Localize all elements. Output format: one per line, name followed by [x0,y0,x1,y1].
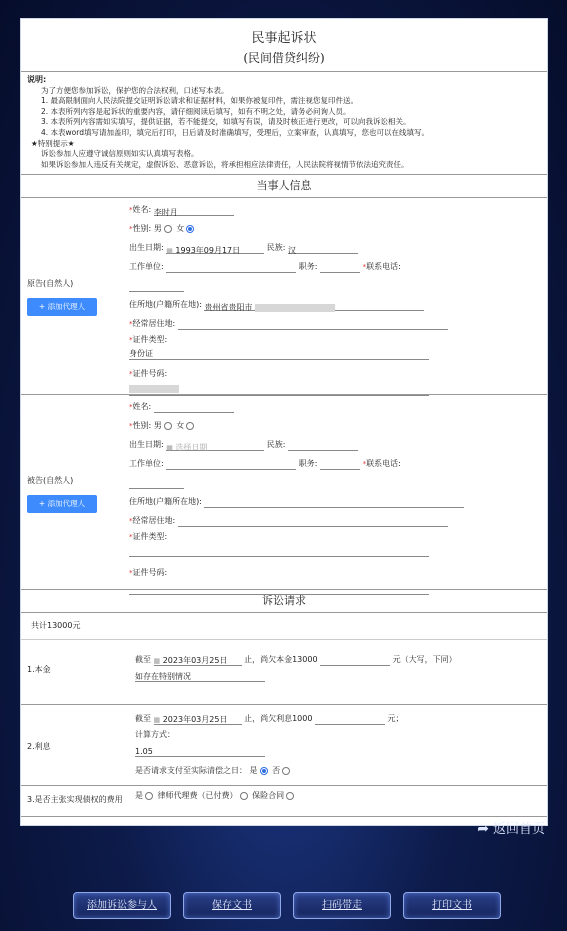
field-label: 经常居住地: [132,516,176,526]
field-label: 姓名: [132,205,152,215]
field-label: 计算方式： [135,730,175,740]
field-label: 工作单位: [129,459,164,469]
field-value: 身份证 [129,349,153,359]
female-radio[interactable] [186,422,194,430]
redacted-text [255,304,335,312]
female-radio[interactable] [186,225,194,233]
defendant-idno-row: *证件号码: [129,568,168,578]
defendant-idno-input[interactable] [129,582,429,595]
defendant-birth-row [129,435,539,454]
field-label: 证件号码: [132,568,168,578]
claim-fees [21,786,547,817]
field-value: 贵州省贵阳市 [204,303,253,313]
defendant-address-input[interactable] [204,495,464,508]
defendant-duty-input[interactable] [320,457,360,470]
defendant-name-input[interactable] [154,400,234,413]
field-label: 住所地(户籍所在地): [129,497,202,507]
instruction-line: 为了方便您参加诉讼，保护您的合法权利，口述写本表。 [41,85,229,95]
calendar-icon: ▦ [166,247,173,256]
female-label: 女 [176,224,185,234]
redacted-text [129,385,179,393]
claim-interest [21,705,547,786]
plaintiff-work-row: 工作单位: 职务: *联系电话: [129,262,401,272]
add-party-button[interactable]: 添加诉讼参与人 [73,892,171,919]
interest-calc-row [135,727,539,743]
text: 止，尚欠本金13000 [244,655,318,665]
principal-date-input[interactable] [154,653,242,666]
field-value: 2023年03月25日 [162,656,228,666]
field-value: 李时月 [153,208,178,218]
party-section-title: 当事人信息 [21,175,547,198]
instruction-line: 1. 最高限制面向人民法院提交证明诉讼请求和证据材料，如果你被复印件，需注视您复印件送。 [41,96,359,106]
calendar-icon: ▦ [153,657,161,666]
text: 止，尚欠利息1000 [244,714,313,724]
field-label: 职务: [298,459,318,469]
plaintiff-address-input[interactable] [204,298,424,311]
claim-label: 1.本金 [27,665,51,675]
defendant-gender-row: *性别: 男 女 [129,416,539,435]
defendant-contact-input[interactable] [129,476,184,489]
calendar-icon: ▦ [166,444,173,453]
plaintiff-work-input[interactable] [166,260,296,273]
defendant-name-row: *姓名: [129,397,539,416]
interest-amount-input[interactable] [315,712,385,725]
back-home-link[interactable] [477,818,545,837]
field-value: 2023年03月25日 [162,715,228,725]
plaintiff-add-agent-button[interactable]: + 添加代理人 [27,298,97,316]
doc-title: 民事起诉状 [251,31,317,46]
defendant-birth-input[interactable] [166,438,264,451]
interest-date-input[interactable] [154,712,242,725]
save-document-button[interactable]: 保存文书 [183,892,281,919]
field-label: 联系电话: [366,459,401,469]
plaintiff-idtype-row: *证件类型: [129,335,168,345]
plaintiff-residence-input[interactable] [178,317,448,330]
plaintiff-work-row-2 [129,276,539,295]
plaintiff-idno-value-row [129,383,539,395]
instructions-head: 说明: [27,75,47,84]
field-label: 民族: [266,243,286,253]
claim-label: 2.利息 [27,742,51,752]
claims-section-title: 诉讼请求 [21,590,547,613]
instructions [21,72,547,175]
field-label: 联系电话: [366,262,401,272]
option-radio[interactable] [240,792,248,800]
print-document-button[interactable]: 打印文书 [403,892,501,919]
interest-question-row [135,763,539,779]
plaintiff-birth-input[interactable] [166,241,264,254]
option-radio[interactable] [286,792,294,800]
fees-row [135,788,539,804]
principal-note-input[interactable] [135,669,265,682]
instruction-line: 诉讼参加人应遵守诚信原则如实认真填写表格。 [41,149,199,159]
field-label: 出生日期: [129,440,164,450]
no-label: 否 [272,766,281,776]
plaintiff-address-row [129,295,539,314]
yes-radio[interactable] [260,767,268,775]
share-arrow-icon: ➦ [477,821,489,837]
yes-label: 是 [135,791,143,801]
field-placeholder: 选择日期 [175,443,208,453]
yes-radio[interactable] [145,792,153,800]
plaintiff-gender-row: *性别: 男 女 [129,219,539,238]
complaint-form [20,18,548,826]
text: 截至 [135,655,151,665]
field-label: 职务: [298,262,318,272]
plaintiff-ethnic-input[interactable] [288,241,358,254]
instruction-line: 4. 本表word填写请加盖印，填完后打印，日后请及时准确填写，受理后，立案审查，认真填写，您也可以在线填写。 [41,127,429,137]
instruction-line: ★特别提示★ [31,138,75,148]
plaintiff-label: 原告(自然人) [27,279,74,289]
field-label: 出生日期: [129,243,164,253]
calendar-icon: ▦ [153,716,161,725]
no-radio[interactable] [282,767,290,775]
plaintiff-block [21,198,547,395]
field-value: 如存在特别情况 [135,672,191,682]
defendant-residence-row: *经常居住地: [129,511,539,530]
yes-label: 是 [249,766,258,776]
scan-qr-button[interactable]: 扫码带走 [293,892,391,919]
claims-summary: 共计13000元 [21,613,547,640]
defendant-work-input[interactable] [166,457,296,470]
defendant-idtype-row: *证件类型: [129,532,168,542]
plaintiff-idtype-select[interactable] [129,347,429,360]
defendant-work-row: 工作单位: 职务: *联系电话: [129,459,401,469]
text: 元； [387,714,404,724]
male-radio[interactable] [164,225,172,233]
doc-subtitle: (民间借贷纠纷) [21,49,547,72]
defendant-ethnic-input[interactable] [288,438,358,451]
male-label: 男 [153,421,162,431]
field-value: 1.05 [135,747,153,757]
plaintiff-contact-input[interactable] [129,279,184,292]
option-label: 保险合同 [252,791,285,801]
field-label: 经常居住地: [132,319,176,329]
text: 元（大写，下同） [392,655,457,665]
field-label: 证件号码: [132,369,168,379]
interest-calc-value-row [135,743,539,759]
text: 截至 [135,714,151,724]
claim-principal [21,640,547,705]
instruction-line: 如果诉讼参加人违反有关规定，虚假诉讼、恶意诉讼，将承担相应法律责任，人民法院将视情节依法追究责任。 [41,159,409,169]
instruction-line: 2. 本表所列内容是起诉状的重要内容，请仔细阅读后填写，如有不明之处，请务必问询人员。 [41,106,351,116]
plaintiff-idno-row: *证件号码: [129,369,168,379]
plaintiff-idtype-value-row [129,347,539,361]
female-label: 女 [176,421,185,431]
principal-amount-input[interactable] [320,653,390,666]
defendant-label: 被告(自然人) [27,476,74,486]
male-label: 男 [153,224,162,234]
plaintiff-name-input[interactable] [154,203,234,216]
field-label: 民族: [266,440,286,450]
defendant-work-row-2 [129,473,539,492]
field-label: 姓名: [132,402,152,412]
plaintiff-residence-row: *经常居住地: [129,314,539,333]
field-label: 是否请求支付至实际清偿之日： [135,766,247,776]
interest-row [135,711,539,727]
field-value: 汉 [288,246,297,256]
option-label: 律师代理费（已付费） [157,791,238,801]
field-value: 1993年09月17日 [175,246,241,256]
field-label: 住所地(户籍所在地): [129,300,202,310]
principal-row [135,652,539,668]
field-label: 证件类型: [132,532,168,542]
back-home-label: 返回首页 [492,822,545,837]
field-label: 性别: [132,421,152,431]
plaintiff-birth-row [129,238,539,257]
plaintiff-name-row: *姓名: 李时月 [129,200,539,219]
defendant-residence-input[interactable] [178,514,448,527]
field-label: 工作单位: [129,262,164,272]
field-label: 证件类型: [132,335,168,345]
claim-label: 3.是否主张实现债权的费用 [27,795,123,805]
male-radio[interactable] [164,422,172,430]
plaintiff-duty-input[interactable] [320,260,360,273]
defendant-idno-value-row [129,582,539,594]
principal-note-row [135,668,539,684]
instruction-line: 3. 本表所列内容需如实填写，提供证据，若不能提交，如填写有误，请及时核正进行更改，可以向我诉讼相关。 [41,117,411,127]
defendant-idtype-select[interactable] [129,544,429,557]
defendant-block [21,395,547,590]
defendant-add-agent-button[interactable]: + 添加代理人 [27,495,97,513]
field-label: 性别: [132,224,152,234]
defendant-idtype-value-row [129,544,539,558]
defendant-address-row [129,492,539,511]
interest-calc-input[interactable] [135,744,265,757]
